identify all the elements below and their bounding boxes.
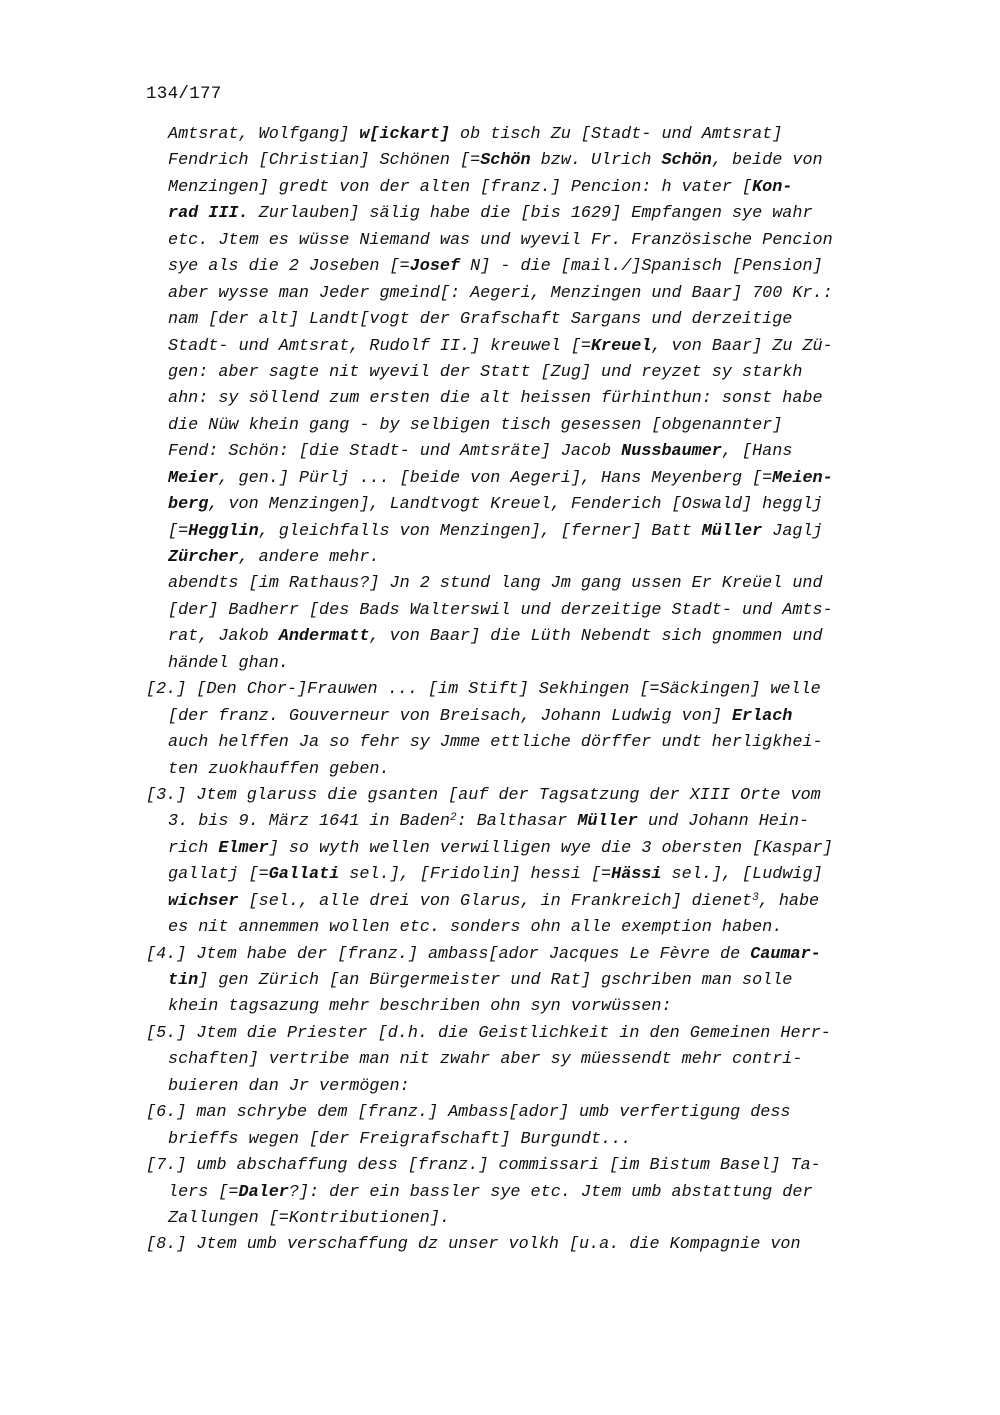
text-segment: [= <box>168 521 189 541</box>
text-segment: [4.] Jtem habe der [franz.] ambass[ador Jacques Le Fèvre de <box>146 944 751 964</box>
text-segment: händel ghan. <box>168 653 289 673</box>
bold-name: Elmer <box>218 838 269 858</box>
text-segment: etc. Jtem es wüsse Niemand was und wyevil Fr. Französische Pencion <box>168 230 833 250</box>
text-line <box>146 1047 906 1073</box>
text-line <box>146 598 906 624</box>
text-segment: gen: aber sagte nit wyevil der Statt [Zug] und reyzet sy starkh <box>168 362 803 382</box>
text-segment: [der] Badherr [des Bads Walterswil und derzeitige Stadt- und Amts- <box>168 600 833 620</box>
bold-name: Müller <box>577 812 638 832</box>
bold-name: Müller <box>701 521 763 541</box>
text-line <box>146 360 906 386</box>
list-item-line <box>146 1153 906 1179</box>
text-segment: Zallungen [=Kontributionen]. <box>168 1208 450 1228</box>
text-line <box>146 571 906 597</box>
text-segment: buieren dan Jr vermögen: <box>168 1076 410 1096</box>
text-line <box>146 1206 906 1232</box>
text-segment: sel.], [Fridolin] hessi [= <box>339 865 612 885</box>
text-segment: [2.] [Den Chor-]Frauwen ... [im Stift] Sekhingen [=Säckingen] welle <box>146 680 821 700</box>
text-line <box>146 148 906 174</box>
text-segment: ob tisch Zu [Stadt- und Amtsrat] <box>449 125 783 144</box>
text-segment: ?]: der ein bassler sye etc. Jtem umb abstattung der <box>288 1182 813 1202</box>
text-segment: [6.] man schrybe dem [franz.] Ambass[ador] umb verfertigung dess <box>146 1103 791 1123</box>
text-line <box>146 889 906 915</box>
text-segment: ] gen Zürich [an Bürgermeister und Rat] gschriben man solle <box>198 971 793 990</box>
text-line <box>146 413 906 439</box>
text-line <box>146 651 906 677</box>
text-segment: , von Menzingen], Landtvogt Kreuel, Fenderich [Oswald] hegglj <box>208 495 823 515</box>
text-line <box>146 545 906 571</box>
text-segment: ahn: sy söllend zum ersten die alt heissen fürhinthun: sonst habe <box>168 389 823 409</box>
text-line <box>146 730 906 756</box>
bold-name: Josef <box>409 257 461 277</box>
document-body <box>146 122 906 1259</box>
list-item-line <box>146 1232 906 1258</box>
text-segment: N] - die [mail./]Spanisch [Pension] <box>460 257 823 277</box>
text-line <box>146 307 906 333</box>
page-number: 134/177 <box>146 84 222 104</box>
text-segment: [der franz. Gouverneur von Breisach, Johann Ludwig von] <box>168 706 732 726</box>
bold-name: Gallati <box>268 865 340 885</box>
text-segment: gallatj [= <box>168 865 269 885</box>
text-segment: lers [= <box>168 1182 239 1202</box>
text-line <box>146 968 906 994</box>
bold-name: berg <box>168 495 209 515</box>
text-segment: Fendrich [Christian] Schönen [= <box>168 151 481 171</box>
bold-name: Meien- <box>772 468 833 488</box>
text-line <box>146 439 906 465</box>
bold-name: Schön <box>661 151 712 171</box>
text-segment: es nit annemmen wollen etc. sonders ohn alle exemption haben. <box>168 918 783 938</box>
text-segment: sye als die 2 Joseben [= <box>168 257 410 277</box>
bold-name: Daler <box>238 1182 289 1202</box>
bold-name: Schön <box>480 151 531 171</box>
text-segment: schaften] vertribe man nit zwahr aber sy müessendt mehr contri- <box>168 1050 803 1070</box>
text-segment: bzw. Ulrich <box>530 151 662 171</box>
text-segment: 3. bis 9. März 1641 in Baden <box>168 812 450 832</box>
text-segment: und Johann Hein- <box>637 812 810 832</box>
text-line <box>146 334 906 360</box>
text-segment: Zurlauben] sälig habe die [bis 1629] Empfangen sye wahr <box>248 204 813 224</box>
text-segment: , von Baar] Zu Zü- <box>651 336 833 356</box>
text-line <box>146 1074 906 1100</box>
bold-name: Zürcher <box>168 548 239 567</box>
text-line <box>146 624 906 650</box>
text-segment: , gen.] Pürlj ... [beide von Aegeri], Hans Meyenberg [= <box>218 468 773 488</box>
bold-name: Caumar- <box>750 944 821 964</box>
text-segment: [sel., alle drei von Glarus, in Frankreich] dienet <box>238 891 753 911</box>
text-segment: , andere mehr. <box>238 548 380 567</box>
text-segment: [7.] umb abschaffung dess [franz.] commissari [im Bistum Basel] Ta- <box>146 1156 821 1176</box>
text-line <box>146 281 906 307</box>
text-segment: , habe <box>758 891 820 911</box>
bold-name: Hegglin <box>188 521 259 541</box>
footnote-marker: 3 <box>752 891 759 904</box>
text-segment: rich <box>168 838 219 858</box>
text-segment: rat, Jakob <box>168 627 279 647</box>
text-segment: Jaglj <box>762 521 823 541</box>
text-segment: die Nüw khein gang - by selbigen tisch gesessen [obgenannter] <box>168 415 783 435</box>
text-segment: , von Baar] die Lüth Nebendt sich gnommen und <box>369 627 823 647</box>
text-segment: [3.] Jtem glaruss die gsanten [auf der Tagsatzung der XIII Orte vom <box>146 785 821 805</box>
bold-name: wichser <box>168 891 239 911</box>
text-segment: auch helffen Ja so fehr sy Jmme ettliche dörffer undt herligkhei- <box>168 733 823 753</box>
text-segment: ] so wyth wellen verwilligen wye die 3 obersten [Kaspar] <box>268 838 833 858</box>
text-segment: Amtsrat, Wolfgang] <box>168 125 360 144</box>
text-segment: Fend: Schön: [die Stadt- und Amtsräte] Jacob <box>168 442 622 462</box>
text-segment: [8.] Jtem umb verschaffung dz unser volkh [u.a. die Kompagnie von <box>146 1235 801 1255</box>
text-line <box>146 492 906 518</box>
bold-name: Meier <box>168 468 219 488</box>
list-item-line <box>146 942 906 968</box>
text-segment: , gleichfalls von Menzingen], [ferner] Batt <box>258 521 702 541</box>
bold-name: Hässi <box>611 865 662 885</box>
text-line <box>146 122 906 148</box>
list-item-line <box>146 1021 906 1047</box>
text-segment: sel.], [Ludwig] <box>661 865 823 885</box>
bold-name: Kon- <box>752 177 793 197</box>
bold-name: w[ickart] <box>359 125 450 144</box>
bold-name: Erlach <box>731 706 793 726</box>
text-line <box>146 994 906 1020</box>
text-segment: [5.] Jtem die Priester [d.h. die Geistlichkeit in den Gemeinen Herr- <box>146 1023 831 1043</box>
text-line <box>146 809 906 835</box>
bold-name: tin <box>168 971 199 990</box>
text-line <box>146 1180 906 1206</box>
text-segment: nam [der alt] Landt[vogt der Grafschaft Sargans und derzeitige <box>168 310 793 330</box>
text-line <box>146 915 906 941</box>
text-line <box>146 704 906 730</box>
list-item-line <box>146 677 906 703</box>
bold-name: Andermatt <box>278 627 370 647</box>
footnote-marker: 2 <box>449 812 457 825</box>
text-line <box>146 836 906 862</box>
text-line <box>146 386 906 412</box>
text-line <box>146 466 906 492</box>
text-segment: : Balthasar <box>456 812 578 832</box>
text-segment: aber wysse man Jeder gmeind[: Aegeri, Menzingen und Baar] 700 Kr.: <box>168 283 833 303</box>
bold-name: Nussbaumer <box>621 442 722 462</box>
text-line <box>146 254 906 280</box>
text-line <box>146 201 906 227</box>
text-segment: ten zuokhauffen geben. <box>168 759 390 779</box>
text-line <box>146 1127 906 1153</box>
text-line <box>146 175 906 201</box>
text-line <box>146 862 906 888</box>
text-line <box>146 519 906 545</box>
text-segment: , [Hans <box>721 442 793 462</box>
text-line <box>146 757 906 783</box>
text-segment: , beide von <box>711 151 823 171</box>
text-line <box>146 228 906 254</box>
bold-name: Kreuel <box>590 336 652 356</box>
list-item-line <box>146 1100 906 1126</box>
text-segment: Menzingen] gredt von der alten [franz.] Pencion: h vater [ <box>168 177 753 197</box>
list-item-line <box>146 783 906 809</box>
text-segment: abendts [im Rathaus?] Jn 2 stund lang Jm gang ussen Er Kreüel und <box>168 574 823 594</box>
text-segment: Stadt- und Amtsrat, Rudolf II.] kreuwel [= <box>168 336 591 356</box>
text-segment: brieffs wegen [der Freigrafschaft] Burgundt... <box>168 1129 632 1149</box>
bold-name: rad III. <box>168 204 249 224</box>
text-segment: khein tagsazung mehr beschriben ohn syn vorwüssen: <box>168 997 672 1017</box>
